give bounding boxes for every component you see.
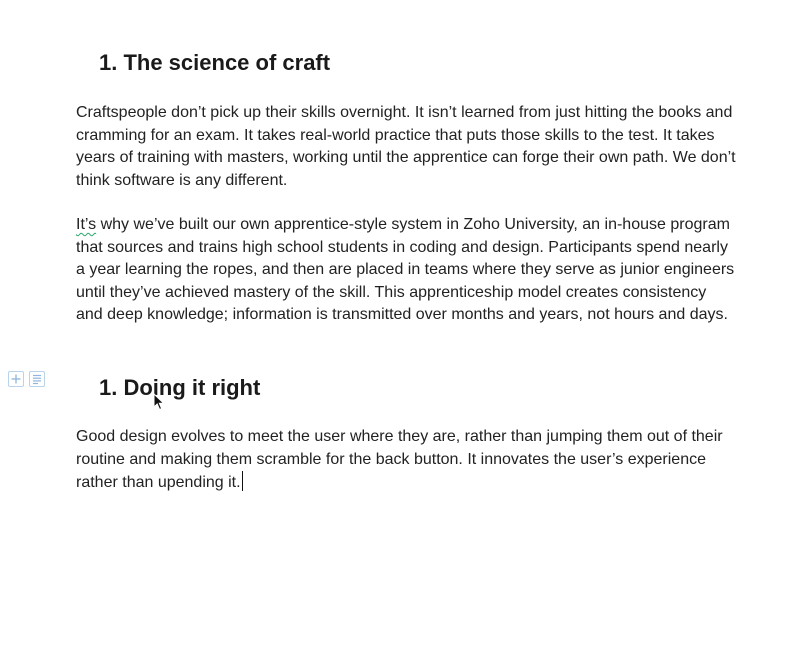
plus-icon (9, 372, 23, 386)
text-caret (242, 471, 243, 491)
paragraph-good-design[interactable] (76, 426, 736, 495)
paragraph-good-design-text: Good design evolves to meet the user where they are, rather than jumping them out of their routine and making them scramble for the back button. It innovates the user’s experience rather than upending it. (76, 428, 723, 491)
paragraph-apprentice-system[interactable] (76, 214, 736, 327)
mouse-pointer-icon (153, 393, 165, 411)
paragraph-lines-icon (30, 372, 44, 386)
add-block-button[interactable] (8, 371, 24, 387)
paragraph-craftspeople[interactable]: Craftspeople don’t pick up their skills overnight. It isn’t learned from just hitting the books and cramming for an exam. It takes real-world practice that puts those skills to the test. It takes years of training with masters, working until the apprentice can forge their own path. We don’t think software is any different. (76, 104, 736, 189)
heading-doing-it-right[interactable]: 1. Doing it right (99, 375, 261, 400)
block-format-button[interactable] (29, 371, 45, 387)
heading-science-of-craft[interactable]: 1. The science of craft (99, 50, 331, 75)
paragraph-apprentice-system-text: why we’ve built our own apprentice-style system in Zoho University, an in-house program that sources and trains high school students in coding and design. Participants spend nearly a year learning the ropes, and then are placed in teams where they serve as junior engineers until they’ve achieved mastery of the skill. This apprenticeship model creates consistency and deep knowledge; information is transmitted over months and years, not hours and days. (76, 216, 735, 323)
spellcheck-flagged-word[interactable]: It’s (76, 216, 97, 233)
block-toolbar (8, 371, 45, 387)
